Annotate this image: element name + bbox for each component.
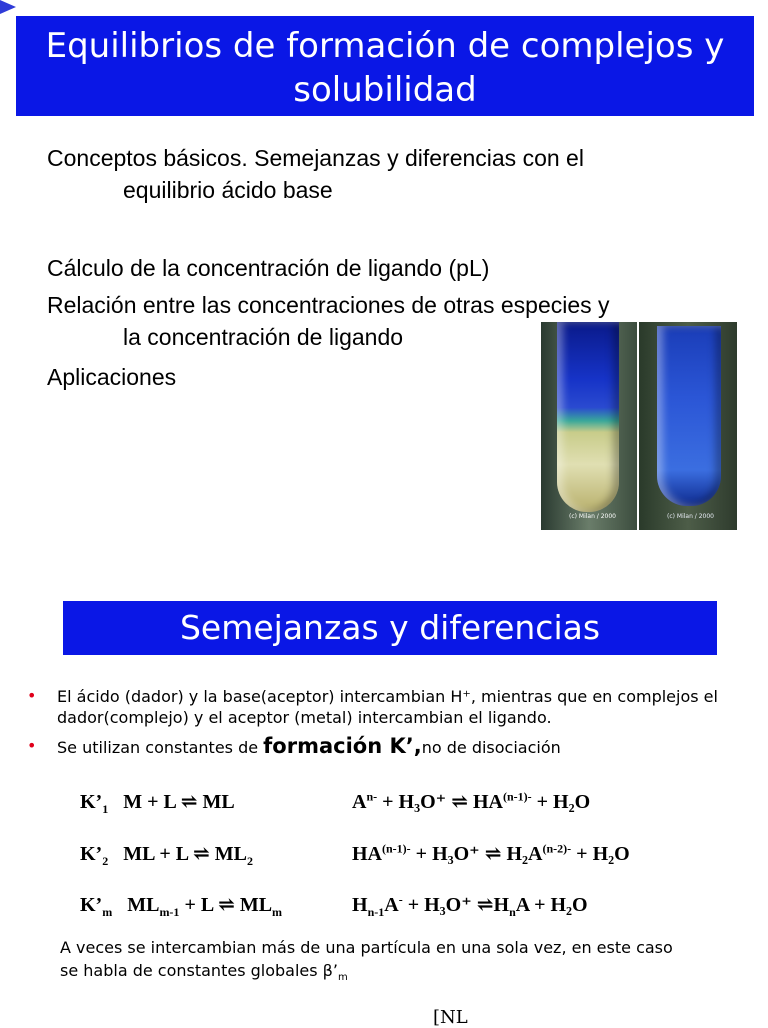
test-tube-photo-right <box>639 322 737 530</box>
bullet-dot: • <box>27 686 37 705</box>
bullet-item-intercambio <box>27 686 747 728</box>
topic-item-conceptos <box>47 142 727 206</box>
equation-k2-complex: $K’_2$ ML + L ⇌ $ML_2$ <box>80 843 253 868</box>
equation-k2-acid: $HA^{(n-1)-} + H_3O^+$ ⇌ $H_2A^{(n-2)-} + H_2O$ <box>352 841 630 865</box>
bullet-text <box>27 736 747 758</box>
test-tube-photo-left <box>541 322 637 530</box>
photo-credit-right: (c) Milan / 2000 <box>667 513 714 520</box>
partial-formula-text: [NL <box>433 1007 468 1028</box>
global-constants-note <box>60 936 750 989</box>
topic-text: Aplicaciones <box>47 364 177 390</box>
note-line1: A veces se intercambian más de una partícula en una sola vez, en este caso <box>60 938 673 957</box>
equation-k1-complex: $K’_1$ M + L ⇌ ML <box>80 791 235 816</box>
bullet-text-emphasis: formación K’, <box>263 734 422 758</box>
bullet-text: El ácido (dador) y la base(aceptor) intercambian H⁺, mientras que en complejos el dador(complejo) y el aceptor (metal) intercambian el ligando. <box>57 687 718 727</box>
play-triangle-icon <box>0 0 16 14</box>
section-title-banner <box>63 601 717 655</box>
slide-title-line2: solubilidad <box>293 70 477 110</box>
slide-title-banner <box>16 16 754 116</box>
photo-credit-left: (c) Milan / 2000 <box>569 513 616 520</box>
topic-text: Conceptos básicos. Semejanzas y diferencias con el <box>47 145 584 171</box>
note-line2: se habla de constantes globales $\beta’_m$ <box>60 961 348 984</box>
test-tube-blue <box>657 326 721 506</box>
bullet-text-suffix: no de disociación <box>421 738 561 757</box>
bullet-item-constantes <box>27 736 747 758</box>
topic-text: Cálculo de la concentración de ligando (pL) <box>47 255 490 281</box>
bullet-dot: • <box>27 736 37 755</box>
topic-text-cont: equilibrio ácido base <box>123 177 333 203</box>
section-title: Semejanzas y diferencias <box>179 608 601 647</box>
topic-item-calculo <box>47 252 727 284</box>
equation-k1-acid: $A^{n-} + H_3O^+$ ⇌ $HA^{(n-1)-} + H_2O$ <box>352 789 591 813</box>
bullet-text-prefix: Se utilizan constantes de <box>57 738 264 757</box>
equation-km-complex: $K’_m$ $ML_{m-1} + L$ ⇌ $ML_m$ <box>80 894 283 919</box>
slide-title-line1: Equilibrios de formación de complejos y <box>45 26 725 66</box>
topic-text: Relación entre las concentraciones de otras especies y <box>47 292 610 318</box>
topic-text-cont: la concentración de ligando <box>123 324 404 350</box>
test-tube-layered <box>557 322 619 512</box>
equation-km-acid: $H_{n-1}A^- + H_3O^+$ $\rightleftharpoons H_nA + H_2O$ <box>352 892 588 919</box>
